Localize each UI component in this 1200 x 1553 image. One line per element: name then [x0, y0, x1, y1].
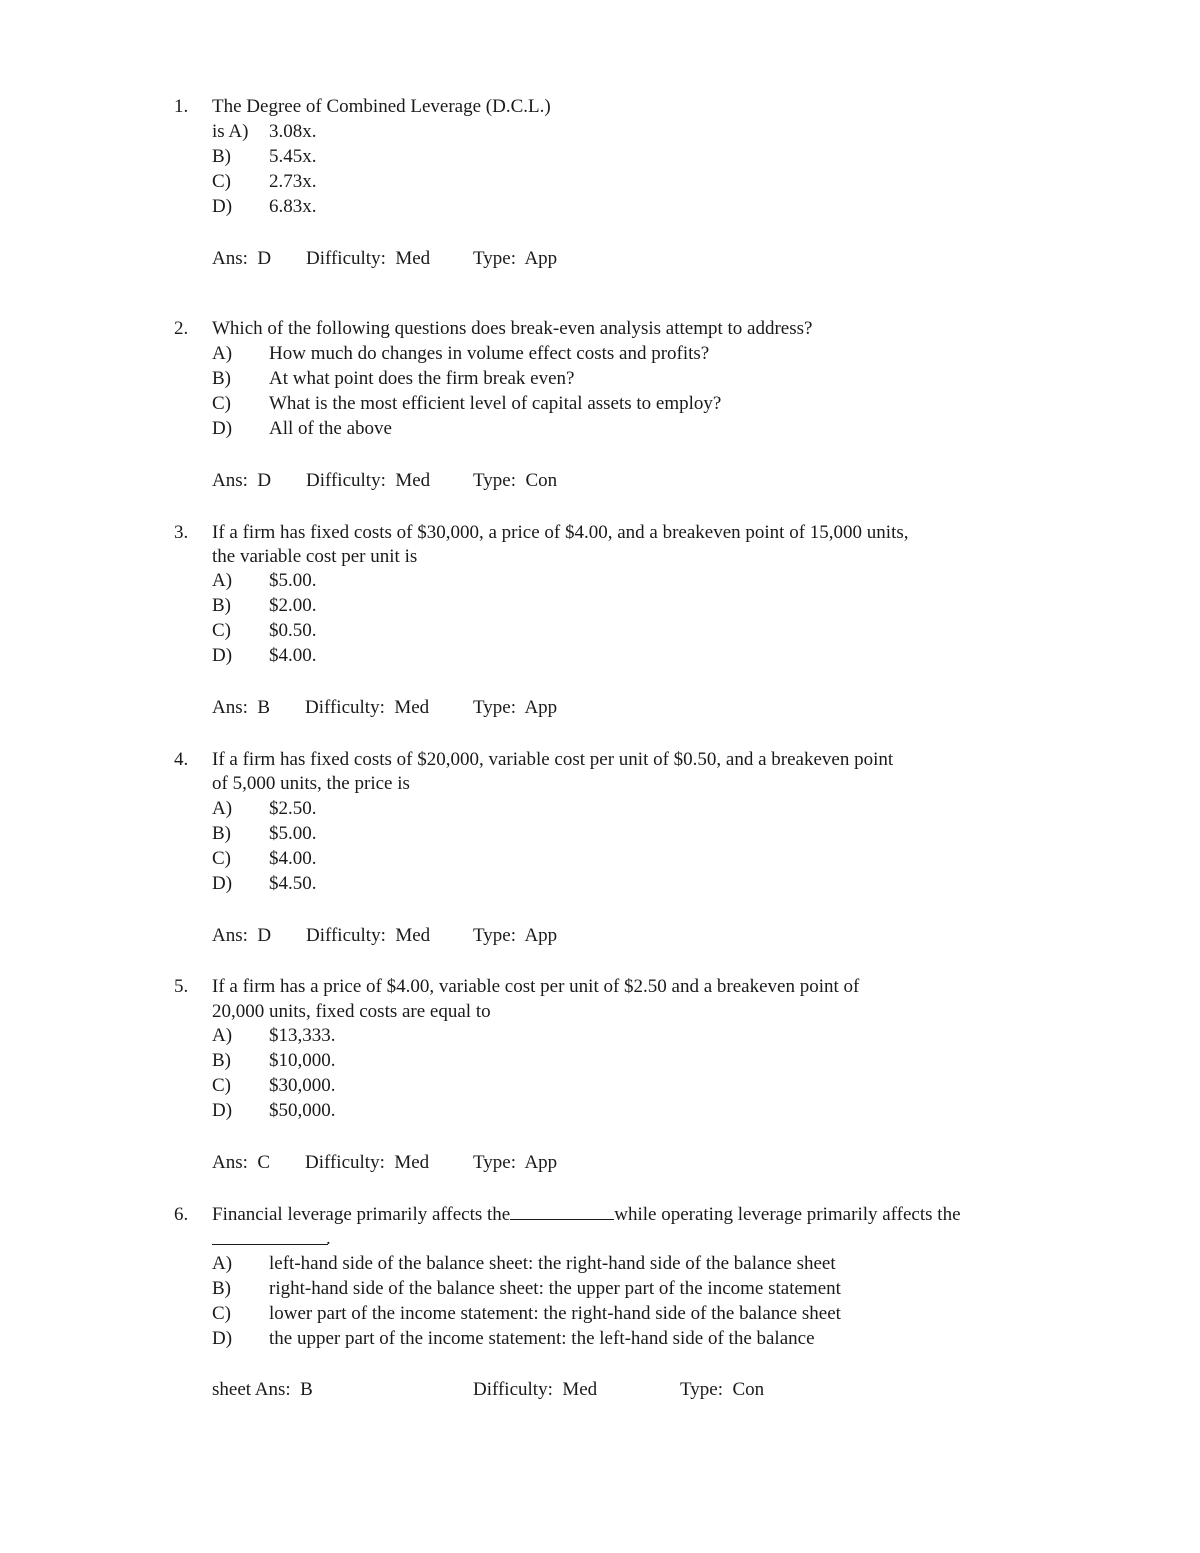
option-label: D) [212, 645, 233, 666]
difficulty: Difficulty: Med [306, 470, 431, 491]
option-text: $50,000. [269, 1100, 336, 1121]
answer-key: Ans: D [212, 925, 272, 946]
option-label: A) [212, 1253, 233, 1274]
option-label: A) [212, 1025, 233, 1046]
question-number: 3. [174, 522, 189, 543]
option-text: All of the above [269, 418, 392, 439]
answer-blank [212, 1244, 328, 1245]
stem-after-blank: while operating leverage primarily affects the [614, 1204, 961, 1225]
option-label: C) [212, 620, 231, 641]
option-text: 6.83x. [269, 196, 317, 217]
question-type: Type: App [473, 697, 558, 718]
question-type: Type: Con [680, 1379, 765, 1400]
question-stem: of 5,000 units, the price is [212, 773, 410, 794]
question-stem: the variable cost per unit is [212, 546, 418, 567]
answer-key: Ans: D [212, 248, 272, 269]
stem-before-blank: Financial leverage primarily affects the [212, 1204, 511, 1225]
option-label: C) [212, 171, 231, 192]
question-stem [212, 1203, 961, 1227]
option-text: $4.50. [269, 873, 317, 894]
option-text: the upper part of the income statement: the left-hand side of the balance [269, 1328, 815, 1349]
option-text: $4.00. [269, 848, 317, 869]
difficulty: Difficulty: Med [305, 697, 430, 718]
answer-key: Ans: B [212, 697, 271, 718]
difficulty: Difficulty: Med [306, 925, 431, 946]
option-text: What is the most efficient level of capital assets to employ? [269, 393, 722, 414]
question-type: Type: Con [473, 470, 558, 491]
question-number: 2. [174, 318, 189, 339]
difficulty: Difficulty: Med [306, 248, 431, 269]
question-number: 1. [174, 96, 189, 117]
option-label: D) [212, 196, 233, 217]
option-text: $13,333. [269, 1025, 336, 1046]
question-stem: If a firm has fixed costs of $30,000, a price of $4.00, and a breakeven point of 15,000 units, [212, 522, 909, 543]
option-label: C) [212, 1303, 231, 1324]
option-text: 3.08x. [269, 121, 317, 142]
question-number: 6. [174, 1204, 189, 1225]
option-text: 2.73x. [269, 171, 317, 192]
option-label: A) [212, 570, 233, 591]
option-label: A) [212, 343, 233, 364]
option-label: C) [212, 1075, 231, 1096]
option-label: B) [212, 368, 231, 389]
option-label: A) [212, 798, 233, 819]
option-text: right-hand side of the balance sheet: the upper part of the income statement [269, 1278, 841, 1299]
first-option-prefix: is A) [212, 121, 249, 142]
option-label: B) [212, 595, 231, 616]
question-stem: Which of the following questions does break-even analysis attempt to address? [212, 318, 813, 339]
option-label: B) [212, 823, 231, 844]
option-text: lower part of the income statement: the right-hand side of the balance sheet [269, 1303, 841, 1324]
question-type: Type: App [473, 1152, 558, 1173]
option-text: 5.45x. [269, 146, 317, 167]
stem-end: . [326, 1228, 331, 1249]
question-stem: If a firm has fixed costs of $20,000, variable cost per unit of $0.50, and a breakeven point [212, 749, 894, 770]
option-label: D) [212, 873, 233, 894]
option-text: left-hand side of the balance sheet: the right-hand side of the balance sheet [269, 1253, 836, 1274]
option-label: B) [212, 1278, 231, 1299]
option-text: $10,000. [269, 1050, 336, 1071]
option-text: At what point does the firm break even? [269, 368, 575, 389]
option-text: $0.50. [269, 620, 317, 641]
option-text: $2.50. [269, 798, 317, 819]
option-label: C) [212, 848, 231, 869]
option-label: D) [212, 418, 233, 439]
option-label: D) [212, 1328, 233, 1349]
question-type: Type: App [473, 925, 558, 946]
answer-blank [510, 1203, 614, 1220]
question-stem: If a firm has a price of $4.00, variable cost per unit of $2.50 and a breakeven point of [212, 976, 860, 997]
option-label: B) [212, 1050, 231, 1071]
difficulty: Difficulty: Med [473, 1379, 598, 1400]
option-text: $2.00. [269, 595, 317, 616]
answer-key: sheet Ans: B [212, 1379, 313, 1400]
option-label: B) [212, 146, 231, 167]
option-text: How much do changes in volume effect costs and profits? [269, 343, 710, 364]
answer-key: Ans: C [212, 1152, 271, 1173]
question-type: Type: App [473, 248, 558, 269]
question-stem: The Degree of Combined Leverage (D.C.L.) [212, 96, 551, 117]
question-number: 4. [174, 749, 189, 770]
option-text: $30,000. [269, 1075, 336, 1096]
option-text: $5.00. [269, 570, 317, 591]
question-stem: 20,000 units, fixed costs are equal to [212, 1001, 491, 1022]
answer-key: Ans: D [212, 470, 272, 491]
option-text: $4.00. [269, 645, 317, 666]
option-label: D) [212, 1100, 233, 1121]
option-label: C) [212, 393, 231, 414]
question-number: 5. [174, 976, 189, 997]
option-text: $5.00. [269, 823, 317, 844]
difficulty: Difficulty: Med [305, 1152, 430, 1173]
